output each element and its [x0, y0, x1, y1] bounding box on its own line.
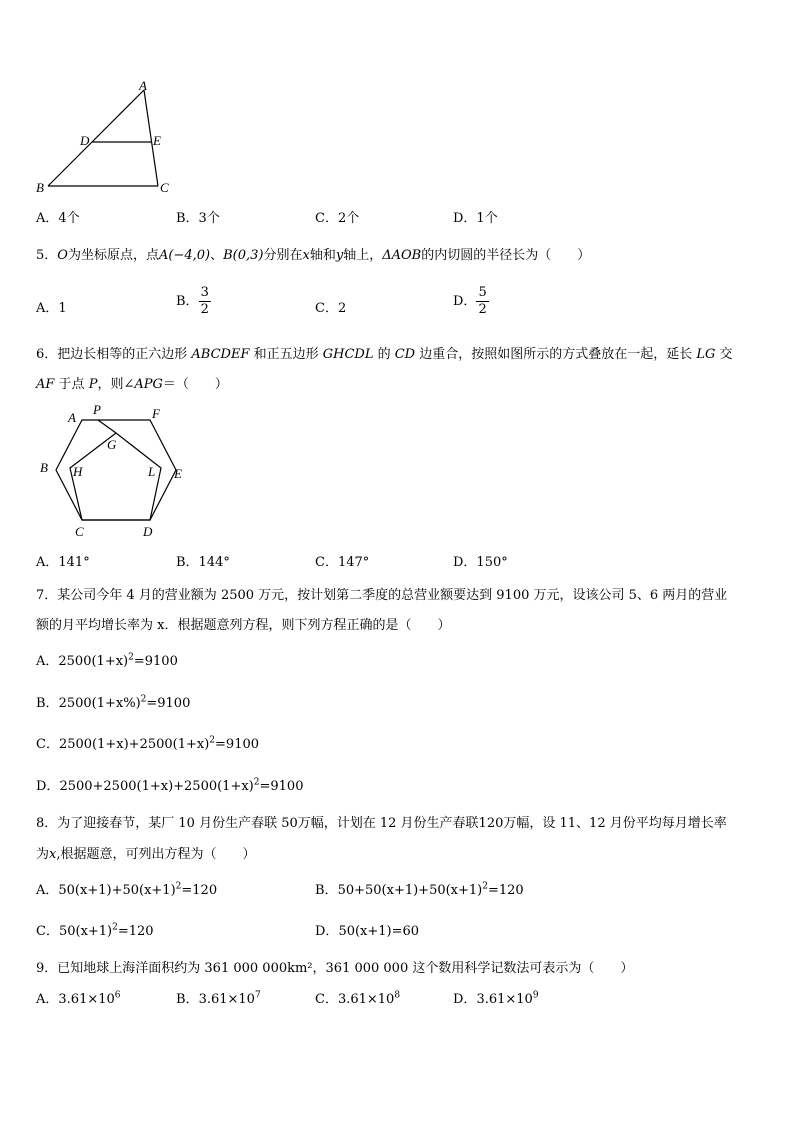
q5-text-4: 轴上，	[343, 248, 383, 263]
q9-option-d-base: 3.61×10	[476, 992, 533, 1007]
q6-text-d: 边重合，按照如图所示的方式叠放在一起，延长	[415, 347, 697, 362]
q8-option-c-expr: 50(x+1)	[58, 924, 113, 939]
q5-option-b-fraction	[199, 285, 211, 318]
q6-option-d[interactable]: D．150°	[453, 555, 508, 570]
label-b: B	[40, 460, 48, 475]
label-d: D	[143, 524, 153, 539]
label-c: C	[75, 524, 84, 539]
q9-option-a[interactable]	[36, 988, 121, 1007]
q6-edge-cd: CD	[394, 347, 416, 362]
q7-option-b-exp: 2	[140, 694, 147, 705]
q5-option-b-denominator: 2	[200, 302, 209, 317]
q7-option-c-expr: 2500(1+x)+2500(1+x)	[58, 737, 210, 752]
q7-option-c-rhs: =9100	[215, 737, 260, 752]
q7-option-a-exp: 2	[128, 652, 134, 663]
q9-option-b-base: 3.61×10	[198, 992, 255, 1007]
q5-number: 5．	[36, 248, 58, 263]
q8-option-d-expr: 50(x+1)=60	[338, 924, 420, 939]
q9-option-a-base: 3.61×10	[58, 992, 115, 1007]
hexagon-pentagon-figure	[30, 398, 200, 544]
q8-option-c-rhs: =120	[117, 924, 154, 939]
q5-option-b[interactable]	[176, 285, 211, 318]
q5-stem	[36, 244, 590, 263]
q9-option-b-exp: 7	[254, 990, 261, 1001]
q7-option-b-expr: 2500(1+x%)	[58, 696, 141, 711]
q8-option-d-prefix: D．	[315, 924, 339, 939]
q9-option-c-exp: 8	[394, 990, 401, 1001]
q6-text-a: 6．把边长相等的正六边形	[36, 347, 192, 362]
q7-option-c-exp: 2	[209, 735, 216, 746]
q7-option-a-prefix: A．	[36, 654, 59, 669]
triangle-figure	[30, 78, 190, 198]
q4-option-b[interactable]: B．3个	[176, 211, 220, 226]
q6-option-c[interactable]: C．147°	[315, 555, 370, 570]
q6-stem-line1	[36, 343, 733, 362]
q8-option-a-rhs: =120	[181, 883, 218, 898]
q8-option-a[interactable]	[36, 879, 217, 898]
q7-option-d-expr: 2500+2500(1+x)+2500(1+x)	[59, 779, 254, 794]
q6-option-b[interactable]: B．144°	[176, 555, 230, 570]
q9-option-d-exp: 9	[532, 990, 539, 1001]
q8-option-b-prefix: B．	[315, 883, 338, 898]
q7-option-d-exp: 2	[253, 777, 260, 788]
q7-option-b-prefix: B．	[36, 696, 59, 711]
q5-option-c[interactable]: C．2	[315, 301, 347, 316]
label-c: C	[160, 180, 169, 195]
q9-option-c[interactable]	[315, 988, 400, 1007]
q8-text-a: 为	[36, 847, 50, 862]
q5-y: y	[335, 248, 344, 263]
q5-text-3: 轴和	[309, 248, 336, 263]
label-e: E	[153, 133, 161, 148]
q8-option-b-exp: 2	[482, 881, 488, 892]
q8-option-b-expr: 50+50(x+1)+50(x+1)	[337, 883, 483, 898]
q5-option-d[interactable]	[453, 285, 489, 318]
q8-stem-line2	[36, 843, 256, 862]
q6-text-h: ＝（ ）	[162, 377, 228, 392]
q8-option-c-prefix: C．	[36, 924, 59, 939]
q5-text-2: 分别在	[263, 248, 303, 263]
q9-option-d-prefix: D．	[453, 992, 477, 1007]
q7-option-a-rhs: =9100	[133, 654, 178, 669]
q9-option-b[interactable]	[176, 988, 261, 1007]
q5-text-5: 的内切圆的半径长为（ ）	[421, 248, 591, 263]
q5-sep: 、	[210, 248, 224, 263]
q5-point-b: B(0,3)	[223, 248, 264, 263]
q9-option-b-prefix: B．	[176, 992, 199, 1007]
q7-option-d[interactable]	[36, 775, 303, 794]
q6-pentagon-name: GHCDL	[322, 347, 374, 362]
q5-triangle: ΔAOB	[382, 248, 422, 263]
q5-option-b-prefix: B．	[176, 294, 199, 309]
q6-text-c: 的	[373, 347, 395, 362]
q8-text-b: ,根据题意，可列出方程为（ ）	[56, 847, 256, 862]
q5-option-d-fraction	[476, 285, 488, 318]
label-a: A	[139, 78, 147, 93]
q9-option-c-base: 3.61×10	[337, 992, 395, 1007]
q8-option-d[interactable]	[315, 920, 419, 939]
label-f: F	[152, 406, 160, 421]
q6-angle-apg: APG	[134, 377, 163, 392]
q6-text-g: ，则∠	[97, 377, 135, 392]
q8-option-c-exp: 2	[112, 922, 118, 933]
q8-option-b-rhs: =120	[488, 883, 524, 898]
q9-option-d[interactable]	[453, 988, 539, 1007]
q5-option-a[interactable]: A．1	[36, 301, 67, 316]
q5-x: x	[302, 248, 310, 263]
q5-origin: O	[57, 248, 68, 263]
q7-option-d-prefix: D．	[36, 779, 60, 794]
q5-option-d-numerator: 5	[478, 285, 487, 300]
q6-stem-line2	[36, 373, 228, 392]
q7-option-a[interactable]	[36, 650, 178, 669]
label-h: H	[73, 464, 83, 479]
q8-option-b[interactable]	[315, 879, 524, 898]
q6-text-e: 交	[715, 347, 733, 362]
q5-point-a: A(−4,0)	[158, 248, 211, 263]
q8-option-a-expr: 50(x+1)+50(x+1)	[58, 883, 176, 898]
q7-stem-line1: 7．某公司今年 4 月的营业额为 2500 万元，按计划第二季度的总营业额要达到 9100 万元，设该公司 5、6 两月的营业	[36, 588, 728, 603]
q6-point-p: P	[88, 377, 98, 392]
label-e: E	[174, 466, 182, 481]
q7-stem-line2: 额的月平均增长率为 x．根据题意列方程，则下列方程正确的是（ ）	[36, 618, 451, 633]
label-d: D	[80, 133, 90, 148]
segment-ab	[48, 90, 144, 186]
q9-stem: 9．已知地球上海洋面积约为 361 000 000km²，361 000 000 这个数用科学记数法可表示为（ ）	[36, 961, 634, 976]
q6-text-f: 于点	[54, 377, 89, 392]
q9-option-a-exp: 6	[114, 990, 121, 1001]
label-b: B	[36, 180, 44, 195]
segment-pg	[98, 420, 116, 433]
q8-option-a-exp: 2	[175, 881, 182, 892]
label-p: P	[93, 402, 101, 417]
q6-option-a[interactable]: A．141°	[36, 555, 90, 570]
q7-option-c[interactable]	[36, 733, 259, 752]
q8-stem-line1: 8．为了迎接春节，某厂 10 月份生产春联 50万幅，计划在 12 月份生产春联120万幅，设 11、12 月份平均每月增长率	[36, 816, 727, 831]
q7-option-b[interactable]	[36, 692, 190, 711]
q5-option-b-numerator: 3	[200, 285, 209, 300]
q9-option-c-prefix: C．	[315, 992, 338, 1007]
q6-hexagon-name: ABCDEF	[191, 347, 250, 362]
q4-option-d[interactable]: D．1个	[453, 211, 498, 226]
q5-text-1: 为坐标原点，点	[67, 248, 159, 263]
q7-option-d-rhs: =9100	[259, 779, 304, 794]
q9-option-a-prefix: A．	[36, 992, 59, 1007]
q8-variable-x: x	[49, 847, 57, 862]
q6-segment-lg: LG	[696, 347, 716, 362]
q7-option-c-prefix: C．	[36, 737, 59, 752]
label-a: A	[68, 410, 76, 425]
q8-option-a-prefix: A．	[36, 883, 59, 898]
q5-option-d-prefix: D．	[453, 294, 477, 309]
q5-option-d-denominator: 2	[478, 302, 487, 317]
q7-option-a-expr: 2500(1+x)	[58, 654, 129, 669]
label-l: L	[148, 464, 156, 479]
label-g: G	[107, 437, 117, 452]
q4-option-c[interactable]: C．2个	[315, 211, 360, 226]
q6-segment-af: AF	[36, 377, 55, 392]
q7-option-b-rhs: =9100	[146, 696, 191, 711]
q8-option-c[interactable]	[36, 920, 154, 939]
q4-option-a[interactable]: A．4个	[36, 211, 80, 226]
q6-text-b: 和正五边形	[249, 347, 323, 362]
